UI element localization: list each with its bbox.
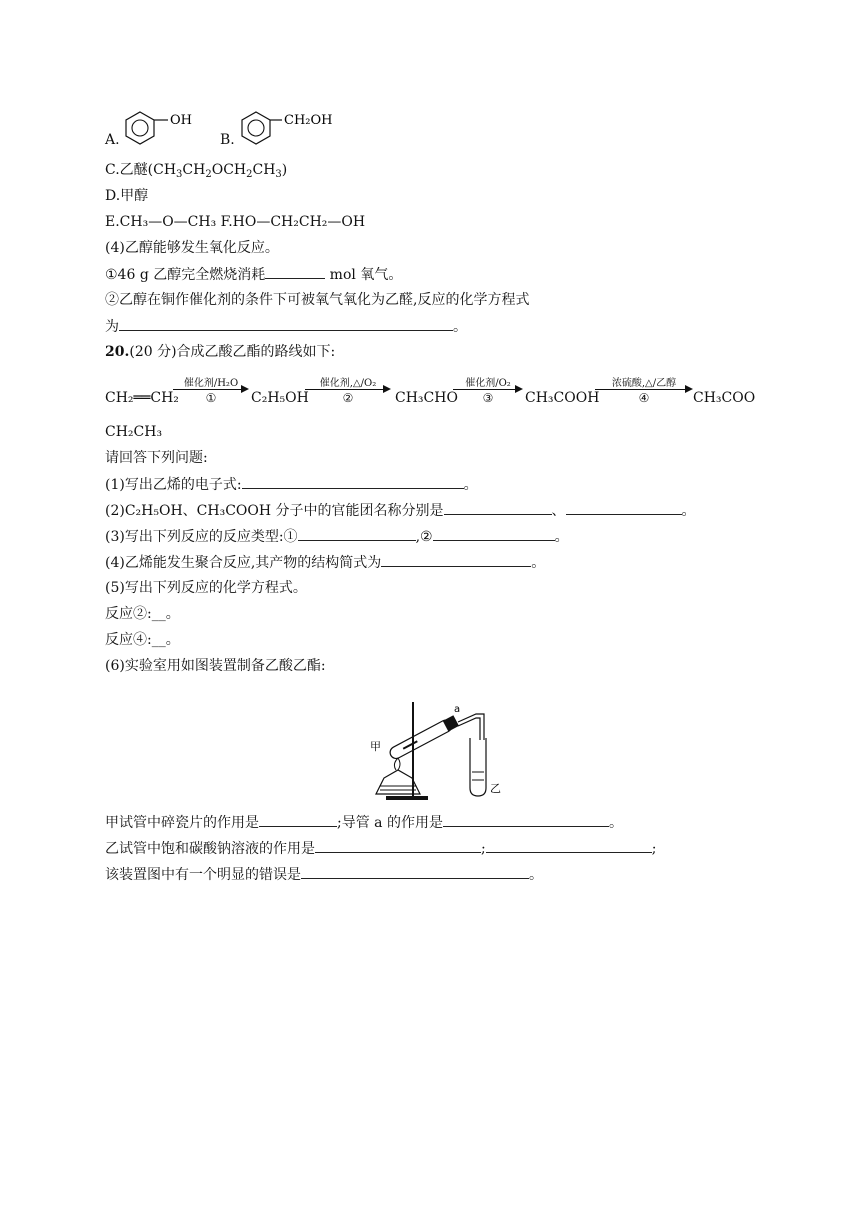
answer-blank[interactable] bbox=[443, 812, 609, 827]
answer-blank[interactable] bbox=[301, 864, 529, 879]
species-ethanol: C₂H₅OH bbox=[251, 390, 309, 406]
option-b-label: B. bbox=[220, 132, 235, 148]
species-acetic-acid: CH₃COOH bbox=[525, 390, 600, 406]
question-4-2: ②乙醇在铜作催化剂的条件下可被氧气氧化为乙醛,反应的化学方程式 bbox=[105, 292, 530, 308]
question-4-1: ①46 g 乙醇完全燃烧消耗 mol 氧气。 bbox=[105, 264, 402, 285]
part-6: (6)实验室用如图装置制备乙酸乙酯: bbox=[105, 658, 326, 674]
label-a: a bbox=[454, 704, 461, 715]
label-jia: 甲 bbox=[370, 740, 381, 753]
option-a bbox=[105, 130, 120, 150]
ask-line: 请回答下列问题: bbox=[105, 450, 208, 466]
benzyl-alcohol-structure bbox=[238, 108, 338, 148]
part-3: (3)写出下列反应的反应类型:① ,② 。 bbox=[105, 526, 569, 547]
answer-blank[interactable] bbox=[315, 838, 481, 853]
answer-blank[interactable] bbox=[444, 500, 552, 515]
reaction-4: 反应④:__。 bbox=[105, 632, 180, 648]
question-number: 20. bbox=[105, 344, 130, 360]
species-ethylene: CH₂══CH₂ bbox=[105, 390, 179, 406]
option-a-label: A. bbox=[105, 132, 120, 148]
part-2: (2)C₂H₅OH、CH₃COOH 分子中的官能团名称分别是 、 。 bbox=[105, 500, 696, 521]
option-c: C.乙醚$(CH_3CH_2OCH_2CH_3)$ bbox=[105, 162, 288, 180]
answer-blank[interactable] bbox=[298, 526, 416, 541]
fill-1: 甲试管中碎瓷片的作用是 ;导管 a 的作用是 。 bbox=[105, 812, 623, 833]
answer-blank[interactable] bbox=[242, 474, 464, 489]
phenol-structure bbox=[122, 108, 202, 148]
apparatus-figure bbox=[366, 696, 506, 804]
answer-blank[interactable] bbox=[433, 526, 555, 541]
answer-blank[interactable] bbox=[381, 552, 531, 567]
question-20-title: 20.(20 分)合成乙酸乙酯的路线如下: bbox=[105, 344, 336, 360]
answer-blank[interactable] bbox=[119, 316, 453, 331]
option-b bbox=[220, 130, 235, 150]
synthesis-route: CH₂══CH₂ 催化剂/H₂O ① C₂H₅OH 催化剂,△/O₂ ② CH₃CHO 催化剂/O₂ ③ CH₃COOH 浓硫酸,△/乙醇 ④ CH₃COO bbox=[105, 378, 756, 406]
fill-3: 该装置图中有一个明显的错误是 。 bbox=[105, 864, 543, 885]
option-d: D.甲醇 bbox=[105, 188, 149, 204]
question-4: (4)乙醇能够发生氧化反应。 bbox=[105, 240, 279, 256]
part-5: (5)写出下列反应的化学方程式。 bbox=[105, 580, 307, 596]
route-tail: CH₂CH₃ bbox=[105, 424, 163, 440]
fill-2: 乙试管中饱和碳酸钠溶液的作用是 ; ; bbox=[105, 838, 656, 859]
option-e-f: E.CH₃—O—CH₃ F.HO—CH₂CH₂—OH bbox=[105, 214, 366, 230]
answer-blank[interactable] bbox=[566, 500, 682, 515]
answer-blank[interactable] bbox=[486, 838, 652, 853]
question-4-2-cont: 为 。 bbox=[105, 316, 467, 337]
reaction-2: 反应②:__。 bbox=[105, 606, 180, 622]
phenol-group: OH bbox=[170, 113, 192, 128]
benzyl-group: CH₂OH bbox=[284, 113, 333, 128]
part-1: (1)写出乙烯的电子式: 。 bbox=[105, 474, 478, 495]
species-ester: CH₃COO bbox=[693, 390, 756, 406]
answer-blank[interactable] bbox=[259, 812, 337, 827]
part-4: (4)乙烯能发生聚合反应,其产物的结构简式为 。 bbox=[105, 552, 545, 573]
answer-blank[interactable] bbox=[265, 264, 325, 279]
species-acetaldehyde: CH₃CHO bbox=[395, 390, 458, 406]
label-yi: 乙 bbox=[490, 782, 501, 795]
